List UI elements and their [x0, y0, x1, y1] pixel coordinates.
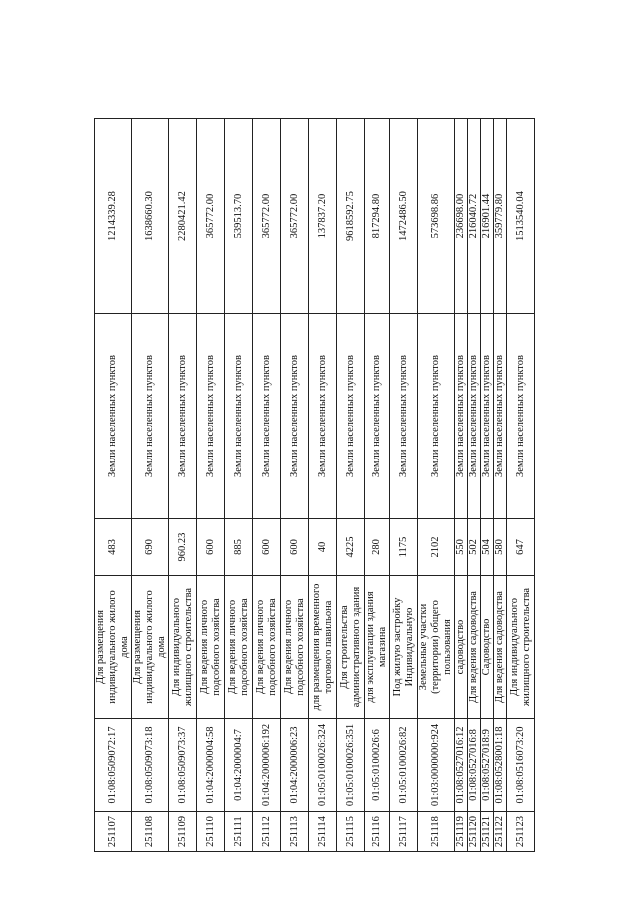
cadastral-value-cell: 236698.00 [455, 118, 468, 313]
cadastral-value-cell: 365772.00 [197, 118, 225, 313]
permitted-use-cell: садоводство [455, 575, 468, 718]
cadastral-number-cell: 01:03:0000000:924 [418, 718, 455, 811]
cadastral-number-cell: 01:05:0100026:82 [390, 718, 418, 811]
table-row [253, 118, 281, 851]
land-category-cell: Земли населенных пунктов [390, 313, 418, 518]
land-category-cell: Земли населенных пунктов [468, 313, 481, 518]
area-cell: 885 [225, 518, 253, 575]
row-number-cell: 251120 [468, 811, 481, 851]
table-row [507, 118, 535, 851]
land-category-cell: Земли населенных пунктов [225, 313, 253, 518]
table-body [95, 118, 535, 851]
cadastral-value-cell: 1513540.04 [507, 118, 535, 313]
cadastral-value-cell: 573698.86 [418, 118, 455, 313]
cadastral-number-cell: 01:08:0528001:18 [494, 718, 507, 811]
table-row [418, 118, 455, 851]
permitted-use-cell: Для размещения индивидуального жилого дома [95, 575, 132, 718]
cadastral-number-cell: 01:05:0100026:351 [337, 718, 365, 811]
row-number-cell: 251114 [309, 811, 337, 851]
area-cell: 4225 [337, 518, 365, 575]
area-cell: 502 [468, 518, 481, 575]
area-cell: 580 [494, 518, 507, 575]
land-category-cell: Земли населенных пунктов [507, 313, 535, 518]
area-cell: 483 [95, 518, 132, 575]
area-cell: 504 [481, 518, 494, 575]
land-category-cell: Земли населенных пунктов [309, 313, 337, 518]
area-cell: 40 [309, 518, 337, 575]
row-number-cell: 251116 [365, 811, 390, 851]
land-category-cell: Земли населенных пунктов [481, 313, 494, 518]
land-category-cell: Земли населенных пунктов [365, 313, 390, 518]
cadastral-number-cell: 01:05:0100026:6 [365, 718, 390, 811]
table-row [132, 118, 169, 851]
permitted-use-cell: Для индивидуального жилищного строительства [169, 575, 197, 718]
cadastral-value-cell: 1472486.50 [390, 118, 418, 313]
table-row [468, 118, 481, 851]
cadastral-number-cell: 01:08:0527016:12 [455, 718, 468, 811]
cadastral-value-cell: 1638660.30 [132, 118, 169, 313]
area-cell: 647 [507, 518, 535, 575]
permitted-use-cell: Для ведения личного подсобного хозяйства [197, 575, 225, 718]
row-number-cell: 251108 [132, 811, 169, 851]
cadastral-value-cell: 2280421.42 [169, 118, 197, 313]
table-row [169, 118, 197, 851]
area-cell: 1175 [390, 518, 418, 575]
area-cell: 690 [132, 518, 169, 575]
area-cell: 600 [253, 518, 281, 575]
cadastral-value-cell: 1214339.28 [95, 118, 132, 313]
cadastral-number-cell: 01:08:0509073:18 [132, 718, 169, 811]
cadastral-value-cell: 365772.00 [281, 118, 309, 313]
cadastral-number-cell: 01:08:0509073:37 [169, 718, 197, 811]
row-number-cell: 251123 [507, 811, 535, 851]
permitted-use-cell: Для ведения личного подсобного хозяйства [253, 575, 281, 718]
row-number-cell: 251109 [169, 811, 197, 851]
permitted-use-cell: Для размещения индивидуального жилого дома [132, 575, 169, 718]
table-row [95, 118, 132, 851]
permitted-use-cell: Для ведения личного подсобного хозяйства [281, 575, 309, 718]
cadastral-value-cell: 216040.72 [468, 118, 481, 313]
area-cell: 600 [281, 518, 309, 575]
land-category-cell: Земли населенных пунктов [281, 313, 309, 518]
table-row [281, 118, 309, 851]
table-row [494, 118, 507, 851]
area-cell: 960.23 [169, 518, 197, 575]
table-row [197, 118, 225, 851]
land-category-cell: Земли населенных пунктов [418, 313, 455, 518]
row-number-cell: 251107 [95, 811, 132, 851]
permitted-use-cell: Садоводство [481, 575, 494, 718]
cadastral-value-cell: 817294.80 [365, 118, 390, 313]
rotated-page [94, 119, 530, 852]
row-number-cell: 251119 [455, 811, 468, 851]
cadastral-value-cell: 359779.80 [494, 118, 507, 313]
permitted-use-cell: Для ведения садоводства [468, 575, 481, 718]
cadastral-value-cell: 365772.00 [253, 118, 281, 313]
land-category-cell: Земли населенных пунктов [494, 313, 507, 518]
cadastral-number-cell: 01:04:2000004:58 [197, 718, 225, 811]
permitted-use-cell: Под жилую застройку Индивидуальную [390, 575, 418, 718]
table-row [225, 118, 253, 851]
cadastral-number-cell: 01:08:0516073:20 [507, 718, 535, 811]
land-category-cell: Земли населенных пунктов [253, 313, 281, 518]
permitted-use-cell: для эксплуатации здания магазина [365, 575, 390, 718]
area-cell: 280 [365, 518, 390, 575]
area-cell: 2102 [418, 518, 455, 575]
land-category-cell: Земли населенных пунктов [337, 313, 365, 518]
land-category-cell: Земли населенных пунктов [169, 313, 197, 518]
table-row [481, 118, 494, 851]
cadastral-number-cell: 01:04:2000006:192 [253, 718, 281, 811]
cadastral-value-cell: 216901.44 [481, 118, 494, 313]
land-category-cell: Земли населенных пунктов [197, 313, 225, 518]
row-number-cell: 251115 [337, 811, 365, 851]
cadastral-number-cell: 01:08:0509072:17 [95, 718, 132, 811]
row-number-cell: 251113 [281, 811, 309, 851]
permitted-use-cell: Для ведения садоводства [494, 575, 507, 718]
land-category-cell: Земли населенных пунктов [95, 313, 132, 518]
row-number-cell: 251111 [225, 811, 253, 851]
cadastral-number-cell: 01:08:0527016:8 [468, 718, 481, 811]
area-cell: 600 [197, 518, 225, 575]
land-category-cell: Земли населенных пунктов [132, 313, 169, 518]
row-number-cell: 251122 [494, 811, 507, 851]
cadastral-value-cell: 9618592.75 [337, 118, 365, 313]
area-cell: 550 [455, 518, 468, 575]
cadastral-value-cell: 137837.20 [309, 118, 337, 313]
permitted-use-cell: Для строительства административного здания [337, 575, 365, 718]
table-row [390, 118, 418, 851]
cadastral-number-cell: 01:05:0100026:324 [309, 718, 337, 811]
permitted-use-cell: Для ведения личного подсобного хозяйства [225, 575, 253, 718]
cadastral-value-cell: 539513.70 [225, 118, 253, 313]
permitted-use-cell: для размещения временного торгового павильона [309, 575, 337, 718]
permitted-use-cell: Для индивидуального жилищного строительства [507, 575, 535, 718]
table-row [455, 118, 468, 851]
cadastral-value-table [94, 118, 535, 852]
row-number-cell: 251112 [253, 811, 281, 851]
land-category-cell: Земли населенных пунктов [455, 313, 468, 518]
cadastral-number-cell: 01:04:2000006:23 [281, 718, 309, 811]
table-row [309, 118, 337, 851]
permitted-use-cell: Земельные участки (территории) общего пользования [418, 575, 455, 718]
row-number-cell: 251117 [390, 811, 418, 851]
table-row [337, 118, 365, 851]
table-row [365, 118, 390, 851]
cadastral-number-cell: 01:04:2000004:7 [225, 718, 253, 811]
row-number-cell: 251121 [481, 811, 494, 851]
row-number-cell: 251118 [418, 811, 455, 851]
row-number-cell: 251110 [197, 811, 225, 851]
cadastral-number-cell: 01:08:0527018:9 [481, 718, 494, 811]
